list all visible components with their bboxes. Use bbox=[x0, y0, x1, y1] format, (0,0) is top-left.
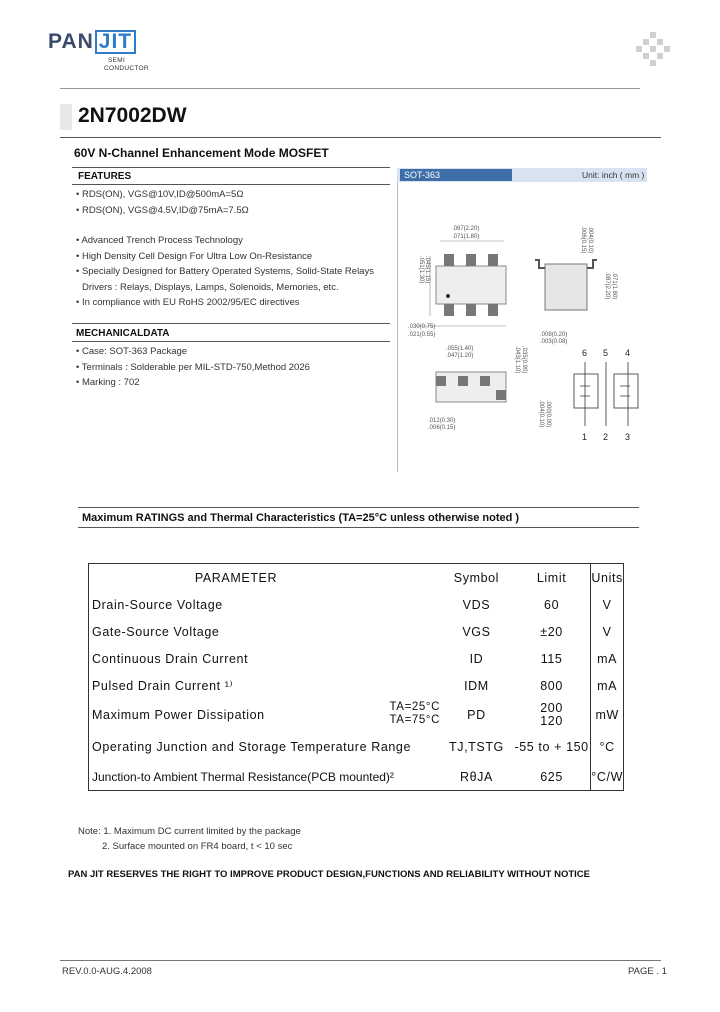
logo-jit: JIT bbox=[95, 30, 136, 54]
pin-label: 4 bbox=[625, 348, 631, 358]
mechanical-item: • Case: SOT-363 Package bbox=[76, 346, 188, 357]
row-param: Continuous Drain Current bbox=[92, 651, 249, 666]
dim-label: .071(1.80) bbox=[611, 272, 617, 300]
feature-item: • RDS(ON), VGS@10V,ID@500mA=5Ω bbox=[76, 189, 244, 200]
pinout-schematic bbox=[574, 348, 638, 442]
row-symbol: VGS bbox=[462, 624, 491, 639]
dim-label: .003(0.08) bbox=[540, 339, 568, 345]
logo-sub-line2: CONDUCTOR bbox=[104, 65, 149, 72]
logo-pan: PAN bbox=[48, 30, 94, 53]
mech-top-line bbox=[72, 323, 390, 324]
dim-label: .012(0.30) bbox=[428, 418, 456, 424]
dim-label: .035(0.90) bbox=[521, 346, 527, 374]
pin-label: 3 bbox=[625, 432, 631, 442]
features-list bbox=[76, 187, 374, 311]
row-symbol: PD bbox=[467, 708, 486, 722]
package-unit: Unit: inch ( mm ) bbox=[582, 170, 645, 180]
package-label: SOT-363 bbox=[400, 169, 512, 181]
part-number: 2N7002DW bbox=[78, 104, 187, 127]
dim-label: .043(1.10) bbox=[514, 346, 520, 374]
feature-item: • Specially Designed for Battery Operated Systems, Solid-State Relays bbox=[76, 266, 374, 277]
pin-label: 5 bbox=[603, 348, 609, 358]
header-limit: Limit bbox=[536, 570, 567, 585]
row-limit: 115 bbox=[540, 651, 563, 666]
row-limit: 625 bbox=[540, 769, 563, 784]
row-unit: mA bbox=[591, 672, 624, 699]
row-param: Pulsed Drain Current ¹⁾ bbox=[92, 679, 234, 693]
package-bottom-view bbox=[428, 332, 567, 431]
package-drawing bbox=[400, 186, 650, 456]
dim-label: .045(1.15) bbox=[424, 256, 430, 284]
dim-label: .087(2.20) bbox=[452, 226, 480, 232]
table-row bbox=[89, 731, 624, 763]
mechanical-item: • Terminals : Solderable per MIL-STD-750,Method 2026 bbox=[76, 361, 310, 373]
features-bottom-line bbox=[72, 184, 390, 185]
row-limit: 800 bbox=[540, 678, 563, 693]
note-item: Note: 1. Maximum DC current limited by the package bbox=[78, 826, 301, 837]
pin-label: 2 bbox=[603, 432, 609, 442]
header-units: Units bbox=[591, 564, 624, 592]
features-top-line bbox=[72, 167, 390, 168]
footer-page: PAGE . 1 bbox=[628, 966, 667, 977]
dim-label: .008(0.20) bbox=[540, 332, 568, 338]
row-symbol: IDM bbox=[464, 678, 489, 693]
top-divider bbox=[60, 88, 640, 89]
footer-rev: REV.0.0-AUG.4.2008 bbox=[62, 966, 152, 977]
dim-label: .021(0.55) bbox=[408, 332, 436, 338]
package-top-view bbox=[408, 226, 506, 338]
dim-label: .006(0.15) bbox=[580, 226, 586, 254]
table-row bbox=[89, 763, 624, 791]
header-parameter: PARAMETER bbox=[194, 570, 278, 585]
dim-label: .071(1.80) bbox=[452, 234, 480, 240]
dim-label: .087(2.20) bbox=[604, 272, 610, 300]
mech-bottom-line bbox=[72, 341, 390, 342]
row-unit: mA bbox=[591, 645, 624, 672]
note-item: 2. Surface mounted on FR4 board, t < 10 sec bbox=[102, 841, 293, 852]
row-param: Operating Junction and Storage Temperature Range bbox=[92, 740, 412, 754]
feature-item: Drivers : Relays, Displays, Lamps, Solenoids, Memories, etc. bbox=[82, 281, 339, 293]
dim-label: .051(1.30) bbox=[418, 256, 424, 284]
row-symbol: RθJA bbox=[459, 769, 493, 784]
row-unit: °C bbox=[591, 731, 624, 763]
row-unit: °C/W bbox=[591, 763, 624, 791]
ratings-bottom-line bbox=[78, 527, 639, 528]
logo-subtext bbox=[104, 57, 149, 73]
mechanical-item: • Marking : 702 bbox=[76, 377, 140, 388]
logo-sub-line1: SEMI bbox=[108, 57, 126, 64]
dim-label: .055(1.40) bbox=[446, 346, 474, 352]
table-header-row bbox=[89, 564, 624, 592]
package-side-view bbox=[535, 226, 617, 310]
dim-label: .006(0.15) bbox=[428, 425, 456, 431]
dim-label: .004(0.10) bbox=[587, 226, 593, 254]
table-row bbox=[89, 618, 624, 645]
row-unit: V bbox=[591, 618, 624, 645]
dim-label: .030(0.75) bbox=[408, 324, 436, 330]
feature-item: • High Density Cell Design For Ultra Low On-Resistance bbox=[76, 250, 313, 262]
row-limit: -55 to + 150 bbox=[514, 740, 589, 754]
row-limit: 200 120 bbox=[540, 701, 563, 728]
mechanical-list bbox=[76, 344, 310, 391]
features-heading: FEATURES bbox=[78, 171, 132, 182]
ratings-title: Maximum RATINGS and Thermal Characteristics (TA=25°C unless otherwise noted ) bbox=[82, 512, 520, 524]
row-symbol: VDS bbox=[462, 597, 491, 612]
row-limit: ±20 bbox=[540, 624, 563, 639]
feature-item: • Advanced Trench Process Technology bbox=[76, 235, 243, 246]
row-symbol: ID bbox=[469, 651, 484, 666]
row-param: Junction-to Ambient Thermal Resistance(PCB mounted)² bbox=[92, 769, 394, 784]
row-unit: mW bbox=[591, 699, 624, 731]
table-row bbox=[89, 699, 624, 731]
footer-divider bbox=[60, 960, 661, 961]
row-unit: V bbox=[591, 591, 624, 618]
decorative-dots bbox=[636, 32, 670, 66]
mechanical-heading: MECHANICALDATA bbox=[76, 328, 170, 339]
row-symbol: TJ,TSTG bbox=[448, 740, 504, 754]
dim-label: .004(0.10) bbox=[538, 400, 544, 428]
ratings-top-line bbox=[78, 507, 639, 508]
table-row bbox=[89, 645, 624, 672]
row-condition: TA=25°C TA=75°C bbox=[389, 701, 440, 726]
reserve-notice: PAN JIT RESERVES THE RIGHT TO IMPROVE PRODUCT DESIGN,FUNCTIONS AND RELIABILITY WITHOUT NOTICE bbox=[68, 869, 591, 880]
title-divider bbox=[60, 137, 661, 138]
table-row bbox=[89, 591, 624, 618]
feature-item: • RDS(ON), VGS@4.5V,ID@75mA=7.5Ω bbox=[76, 204, 249, 216]
row-param: Drain-Source Voltage bbox=[92, 597, 223, 612]
dim-label: .000(0.00) bbox=[545, 400, 551, 428]
row-param-cell bbox=[89, 699, 440, 731]
subtitle: 60V N-Channel Enhancement Mode MOSFET bbox=[74, 146, 329, 160]
ratings-table bbox=[88, 563, 624, 791]
header-symbol: Symbol bbox=[453, 570, 500, 585]
notes bbox=[78, 824, 301, 854]
table-row bbox=[89, 672, 624, 699]
part-accent-bar bbox=[60, 104, 72, 130]
dim-label: .047(1.20) bbox=[446, 353, 474, 359]
pin-label: 6 bbox=[582, 348, 588, 358]
package-divider bbox=[397, 182, 398, 472]
pin-label: 1 bbox=[582, 432, 588, 442]
row-param: Maximum Power Dissipation bbox=[92, 708, 265, 722]
feature-item: • In compliance with EU RoHS 2002/95/EC directives bbox=[76, 297, 300, 308]
row-param: Gate-Source Voltage bbox=[92, 624, 220, 639]
row-limit: 60 bbox=[544, 597, 560, 612]
brand-logo bbox=[48, 30, 136, 54]
